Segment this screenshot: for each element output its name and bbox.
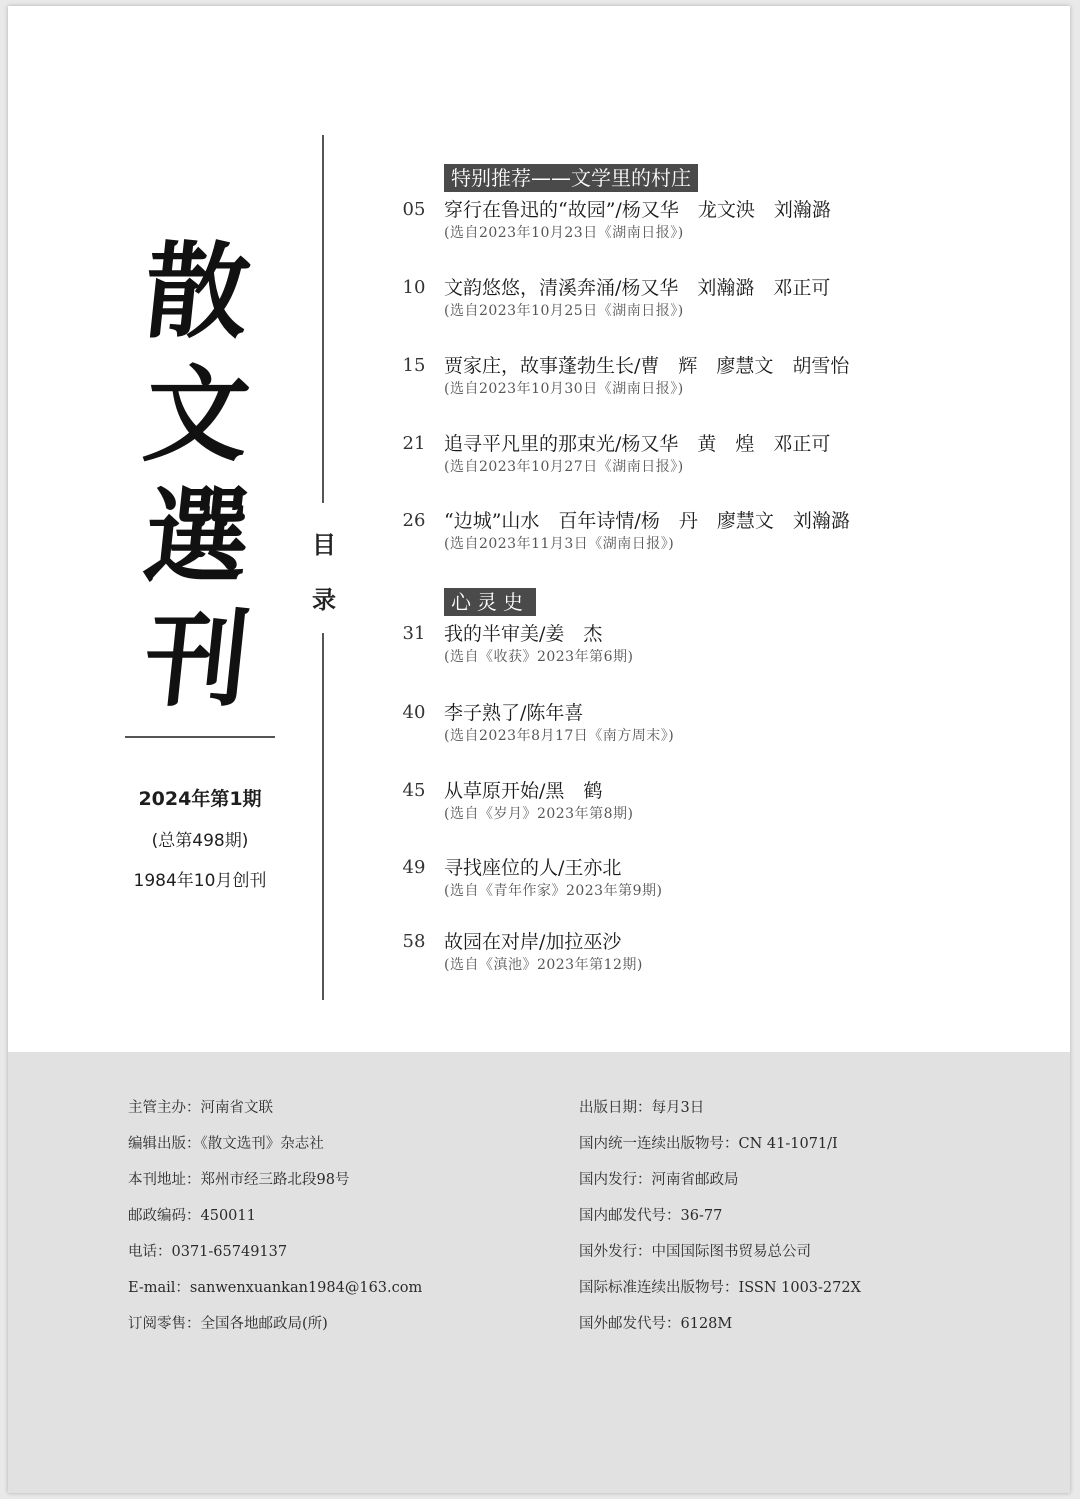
info-domestic-distribution: 国内发行：河南省邮政局 [579, 1172, 739, 1188]
info-foreign-distribution: 国外发行：中国国际图书贸易总公司 [579, 1244, 811, 1260]
toc-page-number: 15 [402, 355, 426, 376]
info-sponsor: 主管主办：河南省文联 [128, 1100, 273, 1116]
magazine-title-calligraphy [130, 230, 265, 721]
toc-page-number: 40 [402, 702, 426, 723]
publisher-info-right [579, 1097, 1039, 1349]
toc-article-title: 穿行在鲁迅的“故园”/杨又华 龙文泱 刘瀚潞 [444, 199, 831, 221]
info-foreign-postal-code: 国外邮发代号：6128M [579, 1316, 733, 1332]
toc-page-number: 10 [402, 277, 426, 298]
toc-divider-top [322, 135, 324, 503]
section-heading-soul-history: 心灵史 [444, 588, 536, 616]
title-char-2: 文 [139, 352, 257, 476]
toc-article-source: (选自《滇池》2023年第12期) [444, 957, 643, 973]
toc-article-title: 追寻平凡里的那束光/杨又华 黄 煌 邓正可 [444, 433, 831, 455]
title-char-4: 刊 [139, 597, 257, 721]
info-phone: 电话：0371-65749137 [128, 1244, 288, 1260]
section-heading-featured: 特别推荐——文学里的村庄 [444, 164, 698, 192]
toc-article-title: 故园在对岸/加拉巫沙 [444, 931, 622, 953]
toc-article-title: 我的半审美/姜 杰 [444, 623, 603, 645]
toc-page-number: 21 [402, 433, 426, 454]
total-issue-number: (总第498期) [151, 831, 249, 851]
toc-page-number: 45 [402, 780, 426, 801]
toc-article-source: (选自《青年作家》2023年第9期) [444, 883, 663, 899]
toc-label-char-2: 录 [312, 586, 336, 614]
toc-article-title: 从草原开始/黑 鹤 [444, 780, 603, 802]
publisher-info-left [128, 1097, 558, 1349]
toc-article-source: (选自2023年10月23日《湖南日报》) [444, 225, 684, 241]
info-cn-number: 国内统一连续出版物号：CN 41-1071/Ⅰ [579, 1136, 838, 1152]
toc-article-title: 李子熟了/陈年喜 [444, 702, 584, 724]
toc-article-source: (选自《收获》2023年第6期) [444, 649, 634, 665]
info-domestic-postal-code: 国内邮发代号：36-77 [579, 1208, 723, 1224]
info-issn: 国际标准连续出版物号：ISSN 1003-272X [579, 1280, 861, 1296]
toc-article-title: 寻找座位的人/王亦北 [444, 857, 622, 879]
info-publish-date: 出版日期：每月3日 [579, 1100, 705, 1116]
toc-article-source: (选自2023年10月30日《湖南日报》) [444, 381, 684, 397]
toc-page-number: 26 [402, 510, 426, 531]
toc-label-char-1: 目 [312, 531, 336, 559]
toc-page-number: 58 [402, 931, 426, 952]
toc-article-source: (选自2023年10月25日《湖南日报》) [444, 303, 684, 319]
issue-number: 2024年第1期 [138, 788, 262, 810]
info-subscription: 订阅零售：全国各地邮政局(所) [128, 1316, 328, 1332]
toc-page-number: 31 [402, 623, 426, 644]
info-editor: 编辑出版：《散文选刊》杂志社 [128, 1136, 324, 1152]
title-char-3: 選 [139, 475, 257, 599]
info-email: E-mail：sanwenxuankan1984@163.com [128, 1280, 423, 1296]
toc-article-title: 文韵悠悠，清溪奔涌/杨又华 刘瀚潞 邓正可 [444, 277, 831, 299]
info-address: 本刊地址：郑州市经三路北段98号 [128, 1172, 350, 1188]
toc-divider-bottom [322, 633, 324, 1000]
toc-article-title: 贾家庄，故事蓬勃生长/曹 辉 廖慧文 胡雪怡 [444, 355, 850, 377]
info-postcode: 邮政编码：450011 [128, 1208, 256, 1224]
toc-article-title: “边城”山水 百年诗情/杨 丹 廖慧文 刘瀚潞 [444, 510, 850, 532]
brand-divider [125, 736, 275, 738]
toc-page-number: 05 [402, 199, 426, 220]
title-char-1: 散 [139, 230, 257, 353]
toc-article-source: (选自2023年8月17日《南方周末》) [444, 728, 675, 744]
toc-article-source: (选自《岁月》2023年第8期) [444, 806, 634, 822]
toc-article-source: (选自2023年10月27日《湖南日报》) [444, 459, 684, 475]
founded-date: 1984年10月创刊 [133, 871, 267, 891]
toc-page-number: 49 [402, 857, 426, 878]
toc-article-source: (选自2023年11月3日《湖南日报》) [444, 536, 675, 552]
